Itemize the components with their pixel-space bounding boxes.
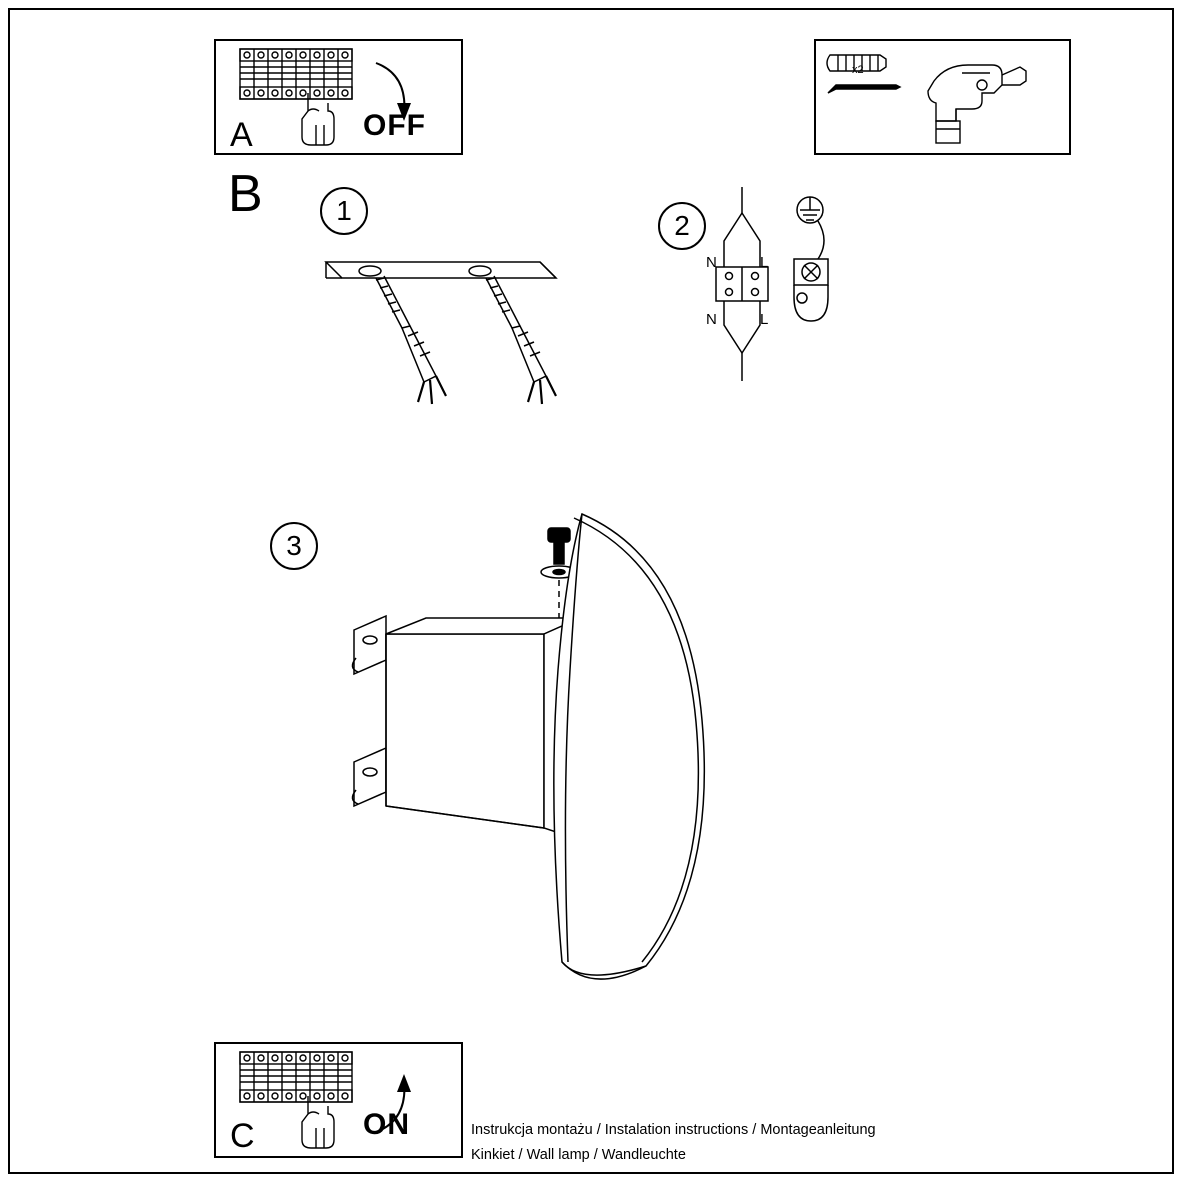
footer-text (471, 1118, 876, 1169)
step-c-letter: C (230, 1117, 255, 1155)
terminal-label-n-top: N (706, 254, 717, 271)
drill-icon (928, 65, 1026, 143)
footer-line-1: Instrukcja montażu / Instalation instructions / Montageanleitung (471, 1122, 876, 1138)
substep-1-badge: 1 (320, 187, 368, 235)
terminal-label-l-bottom: L (760, 311, 769, 328)
screw-icon (828, 85, 900, 93)
terminal-label-n-bottom: N (706, 311, 717, 328)
step-a-letter: A (230, 116, 253, 154)
step-c-label: ON (363, 1108, 410, 1141)
substep-3-badge: 3 (270, 522, 318, 570)
footer-line-2: Kinkiet / Wall lamp / Wandleuchte (471, 1147, 686, 1164)
tool-quantity-label: x2 (852, 64, 864, 76)
wall-lamp-assembly-icon (330, 500, 780, 1010)
substep-2-badge: 2 (658, 202, 706, 250)
terminal-label-l-top: L (760, 254, 769, 271)
tools-box (814, 39, 1071, 155)
tools-icon-group (816, 41, 1069, 153)
step-b-letter: B (228, 165, 263, 223)
wire-terminal-block-icon (690, 185, 860, 385)
mounting-plate-anchors-icon (320, 250, 580, 440)
step-a-label: OFF (363, 109, 426, 142)
